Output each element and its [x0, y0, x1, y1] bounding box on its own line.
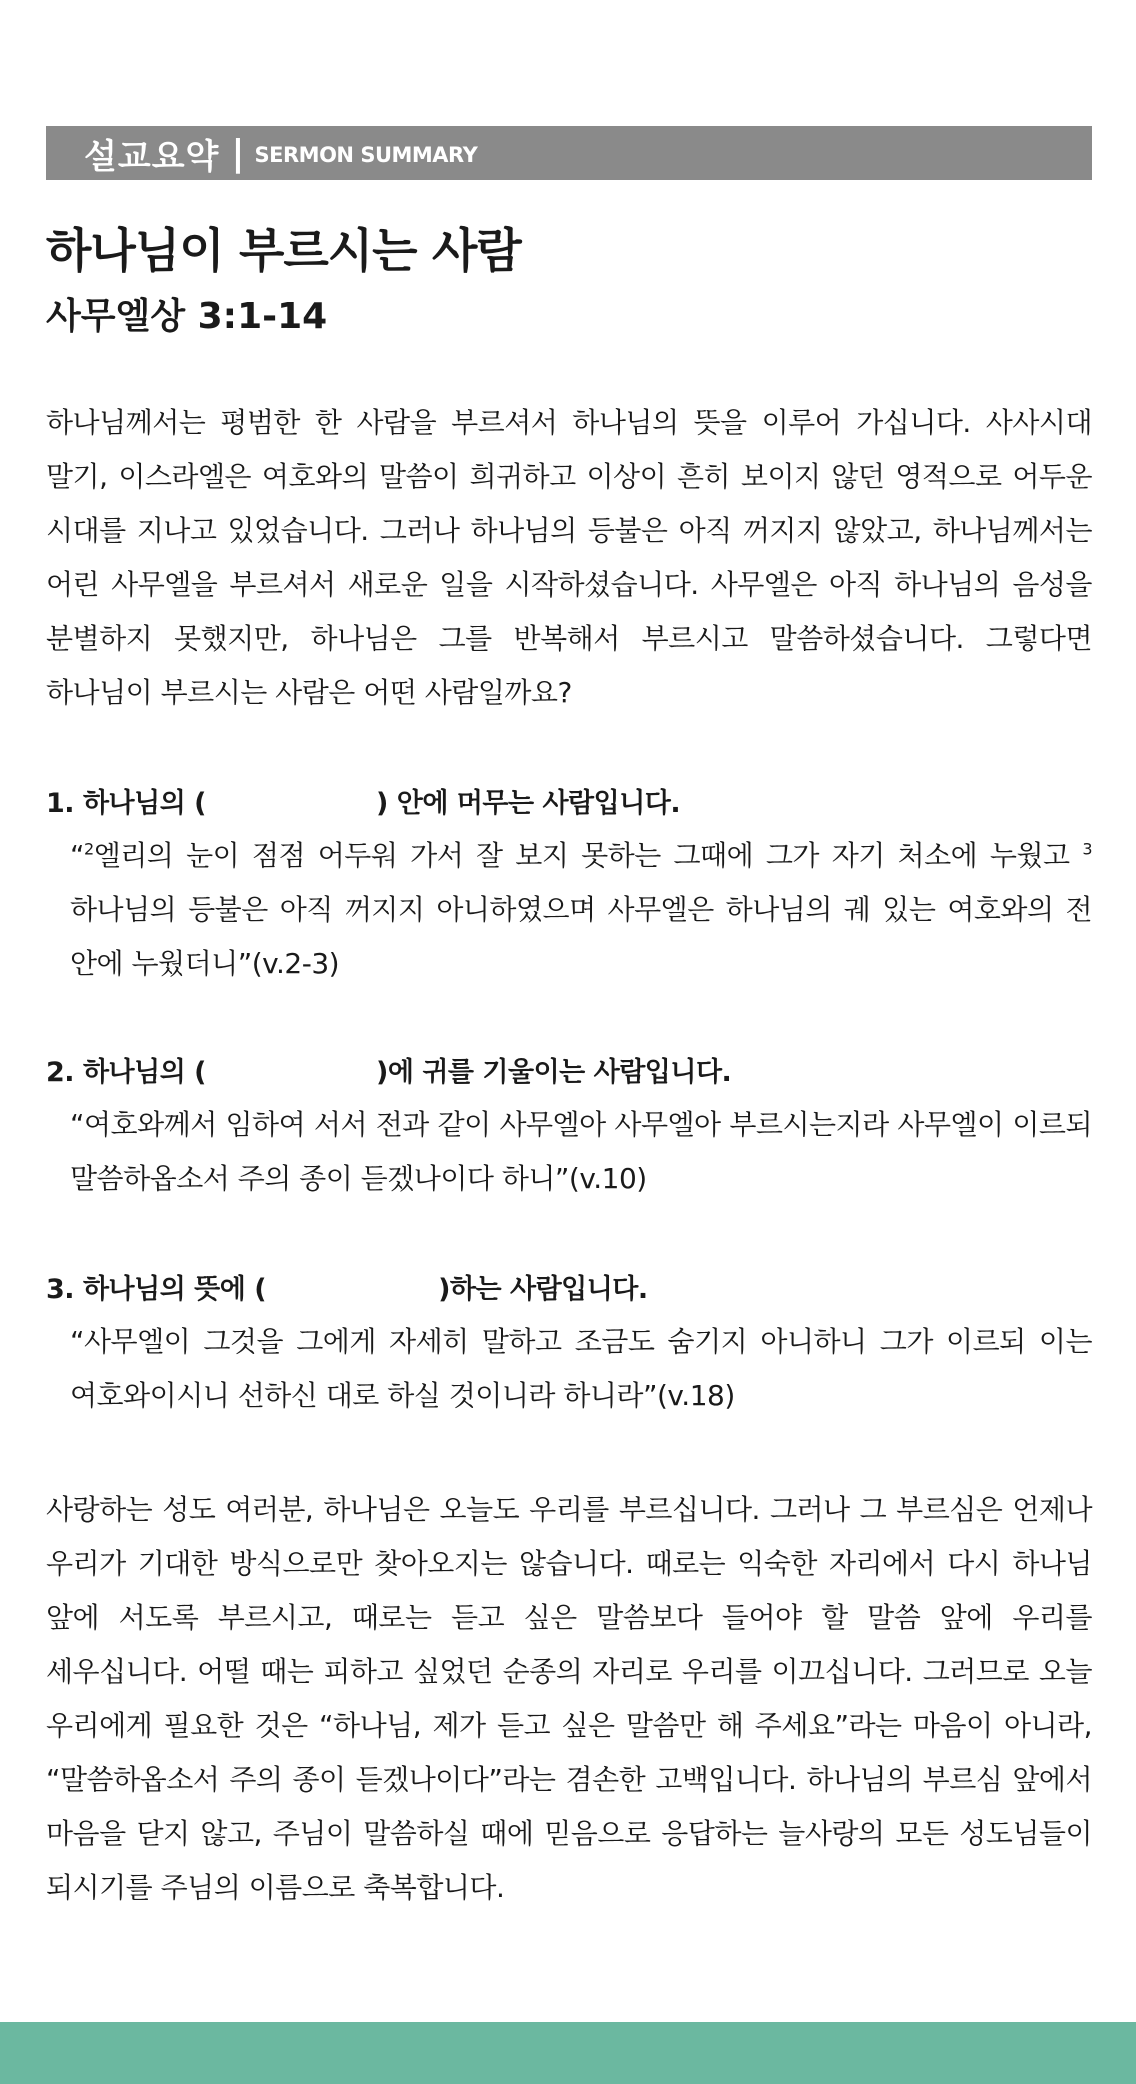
section-header-band [46, 126, 1092, 180]
point-1-quote-open: “ [70, 839, 85, 872]
point-3-quote: “사무엘이 그것을 그에게 자세히 말하고 조금도 숨기지 아니하니 그가 이르되 이는 여호와이시니 선하신 대로 하실 것이니라 하니라”(v.18) [70, 1325, 1092, 1412]
point-2-heading-end: )에 귀를 기울이는 사람입니다. [376, 1057, 732, 1088]
sermon-title: 하나님이 부르시는 사람 [46, 224, 521, 279]
point-2-quote: “여호와께서 임하여 서서 전과 같이 사무엘아 사무엘아 부르시는지라 사무엘이 이르되 말씀하옵소서 주의 종이 듣겠나이다 하니”(v.10) [70, 1108, 1092, 1195]
section-label-separator: | [231, 132, 245, 174]
point-2-heading [46, 1053, 1092, 1093]
point-1-heading-end: ) 안에 머무는 사람입니다. [376, 788, 681, 819]
point-1-quote-part-1: 엘리의 눈이 점점 어두워 가서 잘 보지 못하는 그때에 그가 자기 처소에 누웠고 [93, 839, 1083, 872]
section-label-korean: 설교요약 [84, 136, 220, 177]
footer-band [0, 2022, 1136, 2084]
point-1-heading [46, 784, 1092, 824]
point-2-heading-start: 2. 하나님의 ( [46, 1057, 207, 1088]
verse-number-2: 2 [84, 839, 94, 859]
point-3-heading [46, 1270, 1092, 1310]
point-1-heading-start: 1. 하나님의 ( [46, 788, 207, 819]
section-label-english: SERMON SUMMARY [254, 143, 478, 167]
point-3-heading-start: 3. 하나님의 뜻에 ( [46, 1274, 267, 1305]
scripture-reference: 사무엘상 3:1-14 [46, 296, 328, 337]
point-1-quote-part-2: 하나님의 등불은 아직 꺼지지 아니하였으며 사무엘은 하나님의 궤 있는 여호와의 전 안에 누웠더니”(v.2-3) [70, 893, 1092, 980]
point-1-quote [70, 829, 1092, 991]
intro-paragraph: 하나님께서는 평범한 한 사람을 부르셔서 하나님의 뜻을 이루어 가십니다. 사사시대 말기, 이스라엘은 여호와의 말씀이 희귀하고 이상이 흔히 보이지 않던 영적으로 어두운 시대를 지나고 있었습니다. 그러나 하나님의 등불은 아직 꺼지지 않았고, 하나님께서는 어린 사무엘을 부르셔서 새로운 일을 시작하셨습니다. 사무엘은 아직 하나님의 음성을 분별하지 못했지만, 하나님은 그를 반복해서 부르시고 말씀하셨습니다. 그렇다면 하나님이 부르시는 사람은 어떤 사람일까요? [46, 406, 1092, 709]
conclusion-paragraph: 사랑하는 성도 여러분, 하나님은 오늘도 우리를 부르십니다. 그러나 그 부르심은 언제나 우리가 기대한 방식으로만 찾아오지는 않습니다. 때로는 익숙한 자리에서 다시 하나님 앞에 서도록 부르시고, 때로는 듣고 싶은 말씀보다 들어야 할 말씀 앞에 우리를 세우십니다. 어떨 때는 피하고 싶었던 순종의 자리로 우리를 이끄십니다. 그러므로 오늘 우리에게 필요한 것은 “하나님, 제가 듣고 싶은 말씀만 해 주세요”라는 마음이 아니라, “말씀하옵소서 주의 종이 듣겠나이다”라는 겸손한 고백입니다. 하나님의 부르심 앞에서 마음을 닫지 않고, 주님이 말씀하실 때에 믿음으로 응답하는 늘사랑의 모든 성도님들이 되시기를 주님의 이름으로 축복합니다. [46, 1493, 1092, 1904]
verse-number-3: 3 [1082, 839, 1092, 859]
point-3-heading-end: )하는 사람입니다. [438, 1274, 648, 1305]
